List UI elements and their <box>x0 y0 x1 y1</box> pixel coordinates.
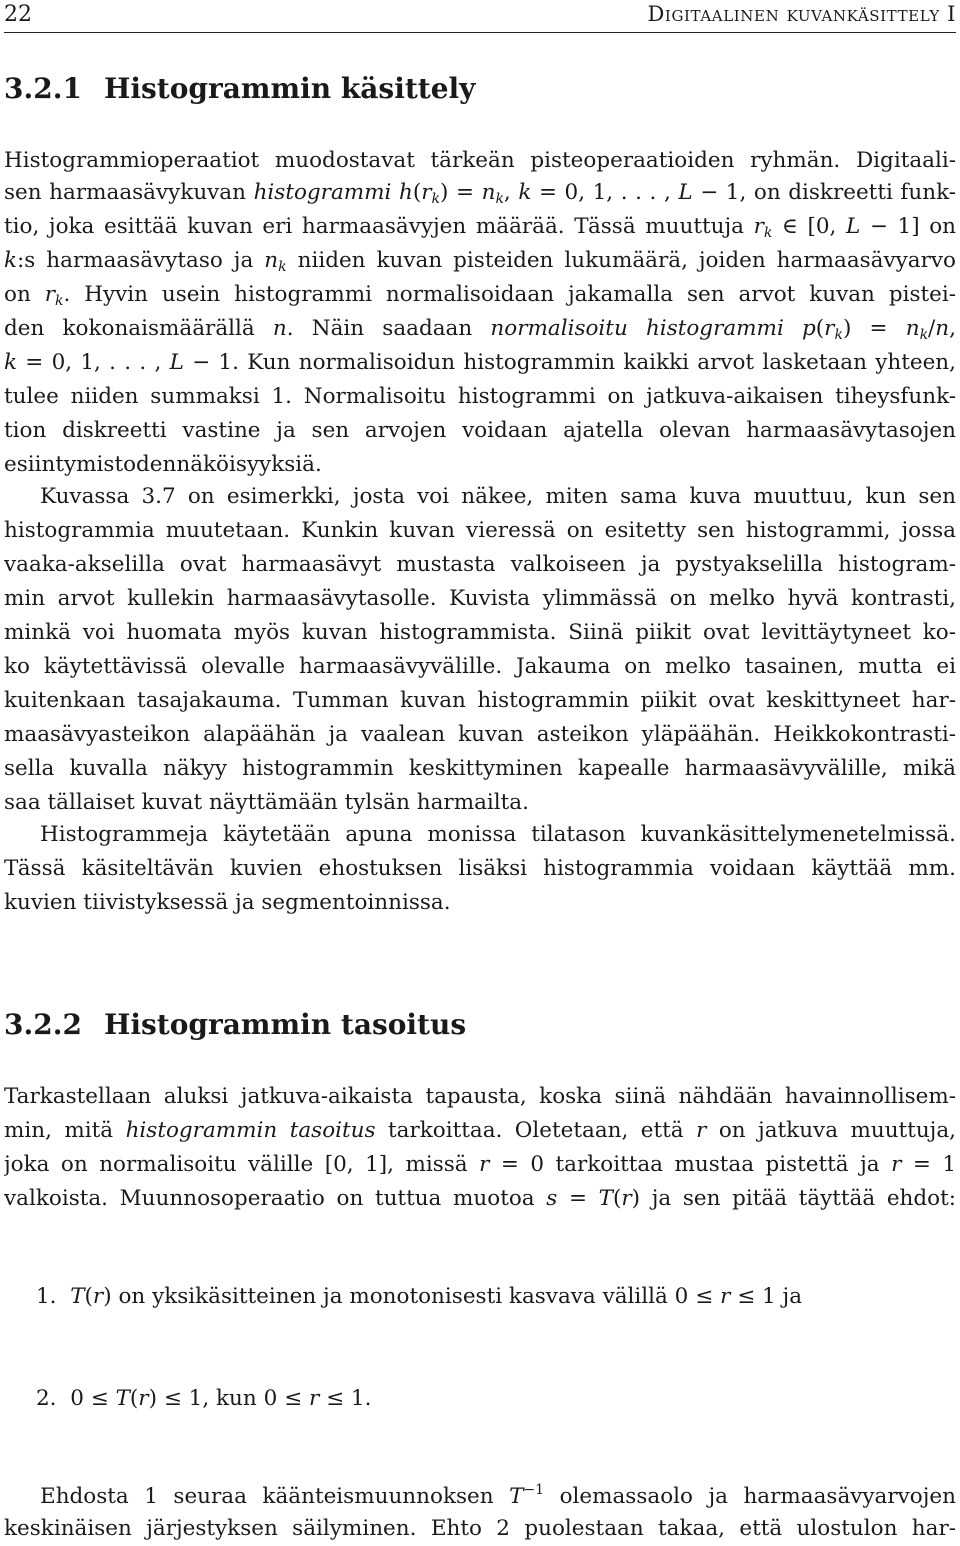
text-line: kuvien tiivistyksessä ja segmentoinnissa. <box>4 890 451 915</box>
text-line: on $r_k$. Hyvin usein histogrammi normalisoidaan jakamalla sen arvot kuvan pistei- <box>4 282 956 309</box>
text-line: tio, joka esittää kuvan eri harmaasävyjen määrää. Tässä muuttuja $r_k$ ∈ [0, L − 1] on <box>4 214 956 241</box>
emphasis-term: histogrammin tasoitus <box>125 1118 376 1143</box>
text-line: Kuvassa 3.7 on esimerkki, josta voi näkee, miten sama kuva muuttuu, kun sen <box>40 484 956 509</box>
text-line: vaaka-akselilla ovat harmaasävyt mustasta valkoiseen ja pystyakselilla histogram- <box>4 552 956 577</box>
text-line: Histogrammioperaatiot muodostavat tärkeän pisteoperaatioiden ryhmän. Digitaali- <box>4 148 956 173</box>
text-line: tion diskreetti vastine ja sen arvojen voidaan ajatella olevan harmaasävytasojen <box>4 418 956 443</box>
text-line: kuitenkaan tasajakauma. Tumman kuvan histogrammin piikit ovat keskittyneet har- <box>4 688 956 713</box>
text-line: joka on normalisoitu välille [0, 1], missä r = 0 tarkoittaa mustaa pistettä ja r = 1 <box>4 1152 956 1177</box>
section-number: 3.2.1 <box>4 72 82 105</box>
section-title: Histogrammin käsittely <box>103 72 476 105</box>
text-line: Tässä käsiteltävän kuvien ehostuksen lisäksi histogrammia voidaan käyttää mm. <box>4 856 956 881</box>
emphasis-term: normalisoitu histogrammi <box>490 316 784 341</box>
running-header <box>4 0 956 33</box>
running-title: Digitaalinen kuvankäsittely I <box>647 2 956 26</box>
text-line: sella kuvalla näkyy histogrammin keskittyminen kapealle harmaasävyvälille, mikä <box>4 756 956 781</box>
section-number: 3.2.2 <box>4 1008 82 1041</box>
text-line: esiintymistodennäköisyyksiä. <box>4 452 322 477</box>
section-heading-322 <box>4 1008 466 1041</box>
text-line: saa tällaiset kuvat näyttämään tylsän harmailta. <box>4 790 529 815</box>
text-line: Ehdosta 1 seuraa käänteismuunnoksen $T^{-1}$ olemassaolo ja harmaasävyarvojen <box>40 1482 956 1509</box>
text-line: histogrammia muutetaan. Kunkin kuvan vieressä on esitetty sen histogrammi, jossa <box>4 518 956 543</box>
section-heading-321 <box>4 72 475 105</box>
section-title: Histogrammin tasoitus <box>103 1008 467 1041</box>
text-line: Tarkastellaan aluksi jatkuva-aikaista tapausta, koska siinä nähdään havainnollisem- <box>4 1084 956 1109</box>
text-line: k = 0, 1, . . . , L − 1. Kun normalisoidun histogrammin kaikki arvot lasketaan yhteen, <box>4 350 956 375</box>
list-item: 2. 0 ≤ T(r) ≤ 1, kun 0 ≤ r ≤ 1. <box>36 1386 372 1411</box>
text-line: sen harmaasävykuvan histogrammi $h(r_k) = n_k$, k = 0, 1, . . . , L − 1, on diskreetti funk- <box>4 180 956 207</box>
page-number: 22 <box>4 2 32 27</box>
text-line: maasävyasteikon alapäähän ja vaalean kuvan asteikon yläpäähän. Heikkokontrasti- <box>4 722 956 747</box>
emphasis-term: histogrammi <box>253 180 392 205</box>
list-item: 1. T(r) on yksikäsitteinen ja monotonisesti kasvava välillä 0 ≤ r ≤ 1 ja <box>36 1284 803 1309</box>
text-line: min arvot kullekin harmaasävytasolle. Kuvista ylimmässä on melko hyvä kontrasti, <box>4 586 956 611</box>
text-line: minkä voi huomata myös kuvan histogrammista. Siinä piikit ovat levittäytyneet ko- <box>4 620 956 645</box>
text-line: Histogrammeja käytetään apuna monissa tilatason kuvankäsittelymenetelmissä. <box>40 822 956 847</box>
text-line: valkoista. Muunnosoperaatio on tuttua muotoa s = T(r) ja sen pitää täyttää ehdot: <box>4 1186 956 1211</box>
text-line: tulee niiden summaksi 1. Normalisoitu histogrammi on jatkuva-aikaisen tiheysfunk- <box>4 384 956 409</box>
text-line: k:s harmaasävytaso ja $n_k$ niiden kuvan pisteiden lukumäärä, joiden harmaasävyarvo <box>4 248 956 275</box>
text-line: min, mitä histogrammin tasoitus tarkoittaa. Oletetaan, että r on jatkuva muuttuja, <box>4 1118 956 1143</box>
text-line: den kokonaismäärällä n. Näin saadaan normalisoitu histogrammi $p(r_k) = n_k/n$, <box>4 316 956 343</box>
text-line: ko käytettävissä olevalle harmaasävyvälille. Jakauma on melko tasainen, mutta ei <box>4 654 956 679</box>
text-line: keskinäisen järjestyksen säilyminen. Ehto 2 puolestaan takaa, että ulostulon har- <box>4 1516 956 1541</box>
